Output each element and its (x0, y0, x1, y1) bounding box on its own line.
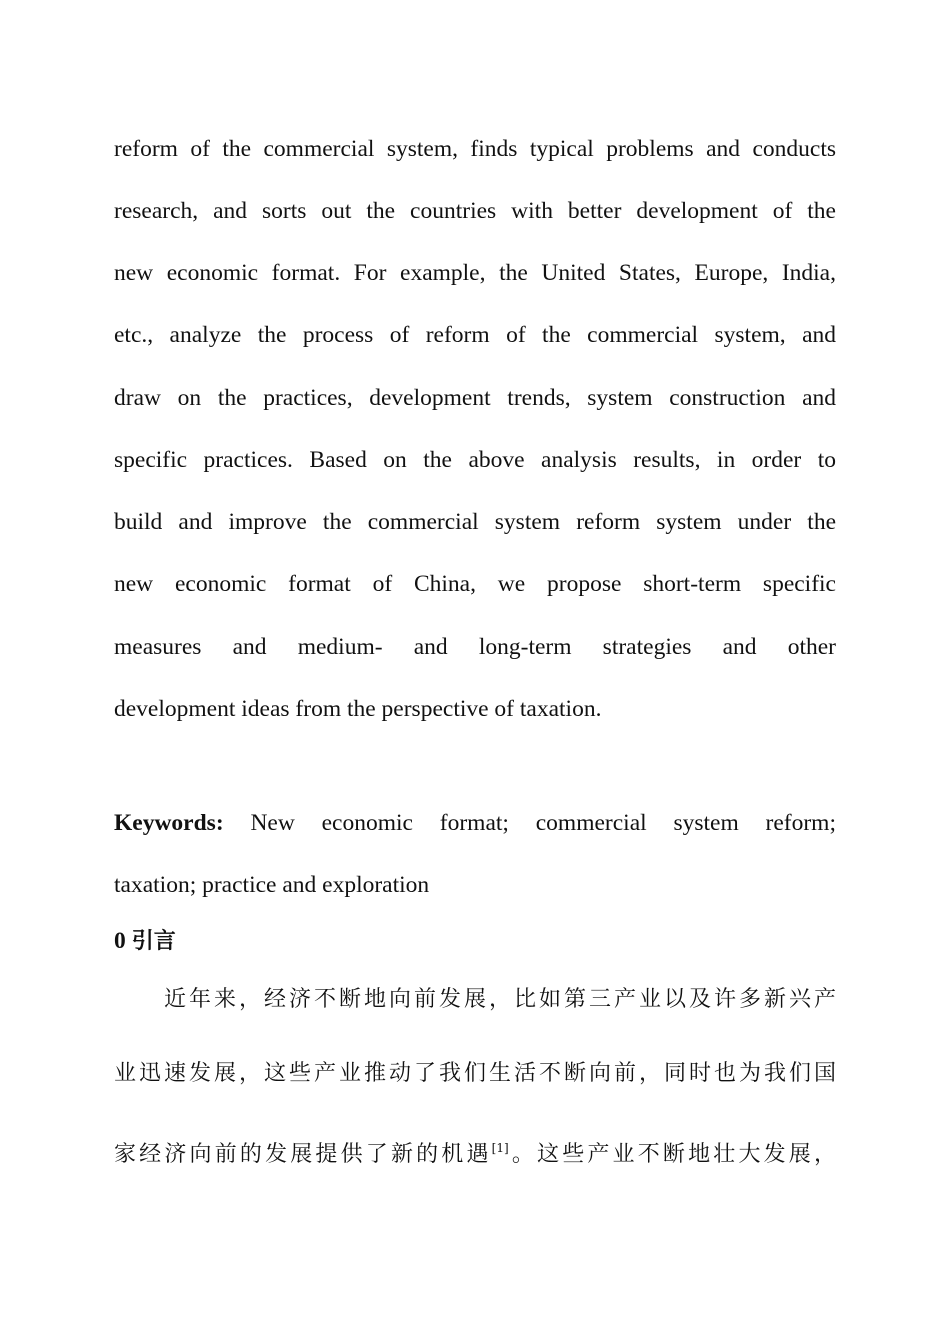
abstract-line: new economic format. For example, the United States, Europe, India, (114, 260, 836, 286)
abstract-line: development ideas from the perspective of taxation. (114, 696, 602, 722)
intro-line: 近年来，经济不断地向前发展，比如第三产业以及许多新兴产 (164, 987, 836, 1012)
section-number: 0 (114, 928, 126, 954)
abstract-line: etc., analyze the process of reform of the commercial system, and (114, 322, 836, 348)
keywords-line: taxation; practice and exploration (114, 872, 430, 898)
section-heading (114, 926, 176, 957)
intro-line: 业迅速发展，这些产业推动了我们生活不断向前，同时也为我们国 (114, 1061, 836, 1086)
abstract-line: new economic format of China, we propose short-term specific (114, 571, 836, 597)
keywords-label: Keywords: (114, 810, 224, 836)
intro-text: 家经济向前的发展提供了新的机遇 (114, 1142, 492, 1167)
keywords-text: New economic format; commercial system reform; (223, 810, 836, 836)
intro-line (114, 1133, 836, 1170)
abstract-line: draw on the practices, development trends, system construction and (114, 385, 836, 411)
intro-text: 。这些产业不断地壮大发展， (508, 1142, 836, 1167)
keywords-line (114, 808, 836, 838)
citation-ref[interactable]: [1] (491, 1141, 509, 1155)
abstract-line: reform of the commercial system, finds typical problems and conducts (114, 136, 836, 162)
abstract-line: build and improve the commercial system reform system under the (114, 509, 836, 535)
abstract-line: measures and medium- and long-term strategies and other (114, 634, 836, 660)
abstract-line: specific practices. Based on the above analysis results, in order to (114, 447, 836, 473)
abstract-line: research, and sorts out the countries with better development of the (114, 198, 836, 224)
section-title: 引言 (131, 929, 176, 954)
